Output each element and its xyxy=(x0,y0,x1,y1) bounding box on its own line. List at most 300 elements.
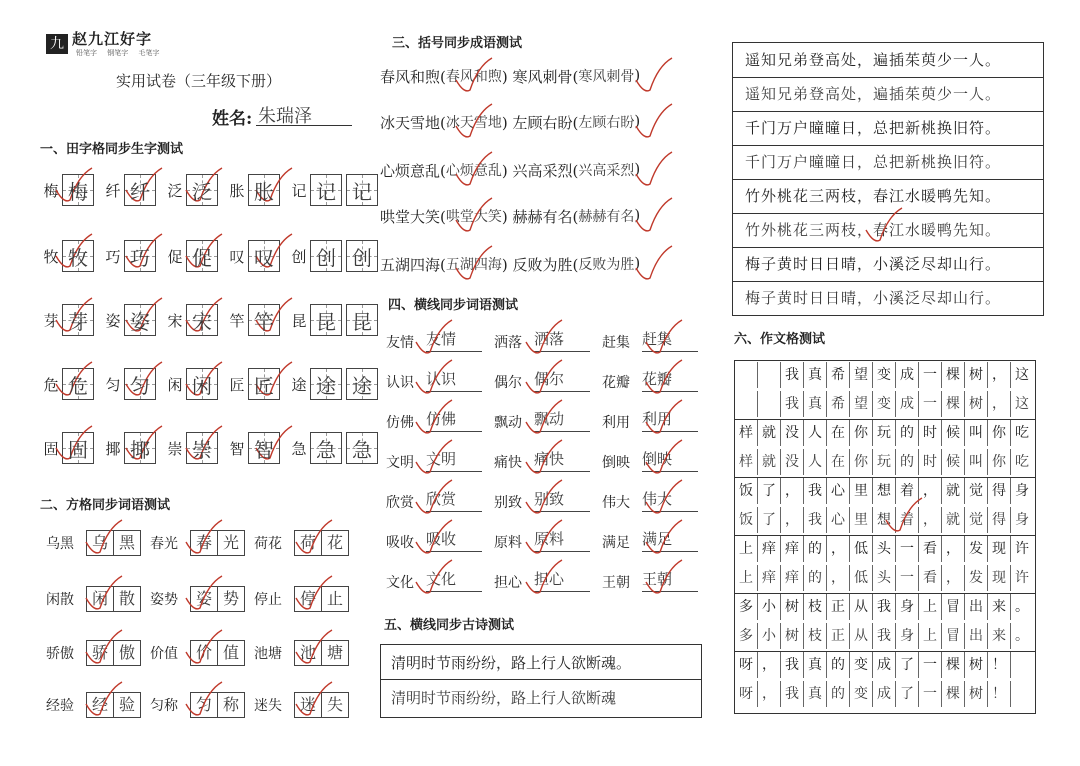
fangge-prompt: 荷花 xyxy=(254,536,282,552)
red-check-mark xyxy=(186,682,222,715)
composition-cell: 我 xyxy=(780,362,803,388)
composition-cell: 心 xyxy=(826,507,849,533)
composition-cell: 你 xyxy=(987,420,1010,446)
fangge-prompt: 骄傲 xyxy=(46,646,74,662)
kuohao-answer: 反败为胜 xyxy=(578,257,635,273)
composition-cell: 没 xyxy=(780,420,803,446)
hengxian-prompt: 原料 xyxy=(494,535,522,551)
tianzige-prompt: 闲 xyxy=(167,375,183,394)
tianzige-prompt: 匠 xyxy=(229,375,245,394)
red-check-mark xyxy=(296,630,332,663)
composition-cell: 我 xyxy=(803,478,826,504)
composition-cell: 头 xyxy=(872,536,895,562)
tianzige-written: 昆 xyxy=(316,309,336,334)
hengxian-answer: 吸收 xyxy=(426,527,482,552)
composition-cell: 吃 xyxy=(1010,420,1033,446)
red-check-mark xyxy=(526,320,562,353)
composition-cell: ！ xyxy=(987,681,1010,707)
composition-cell: 着 xyxy=(895,507,918,533)
tianzige-written: 危 xyxy=(68,373,88,398)
red-check-mark xyxy=(646,520,682,553)
hengxian-answer: 担心 xyxy=(534,567,590,592)
red-check-mark xyxy=(636,198,672,231)
composition-cell: 痒 xyxy=(780,565,803,591)
composition-cell: 树 xyxy=(964,362,987,388)
composition-cell: 一 xyxy=(918,681,941,707)
tianzige-written: 急 xyxy=(316,437,336,462)
hengxian-prompt: 利用 xyxy=(602,415,630,431)
hengxian-prompt: 友情 xyxy=(386,335,414,351)
red-check-mark xyxy=(456,104,492,137)
composition-cell: 许 xyxy=(1010,536,1033,562)
red-check-mark xyxy=(186,520,222,553)
red-check-mark xyxy=(296,682,332,715)
tianzige-written: 竿 xyxy=(254,309,274,334)
composition-cell: 里 xyxy=(849,478,872,504)
red-check-mark xyxy=(636,152,672,185)
fangge-cell: 骄 xyxy=(91,643,108,662)
hengxian-prompt: 痛快 xyxy=(494,455,522,471)
tianzige-prompt: 揶 xyxy=(105,439,121,458)
red-check-mark xyxy=(636,58,672,91)
composition-cell: ， xyxy=(826,565,849,591)
composition-cell: 低 xyxy=(849,565,872,591)
composition-cell: 一 xyxy=(895,565,918,591)
composition-cell: 时 xyxy=(918,449,941,475)
red-check-mark xyxy=(456,246,492,279)
fangge-prompt: 匀称 xyxy=(150,698,178,714)
hengxian-prompt: 仿佛 xyxy=(386,415,414,431)
composition-cell: 看 xyxy=(918,536,941,562)
fangge-cell: 势 xyxy=(217,587,244,611)
poem-written: 清明时节雨纷纷，路上行人欲断魂 xyxy=(391,689,617,707)
right-poem-printed: 千门万户曈曈日，总把新桃换旧符。 xyxy=(745,119,1002,137)
composition-cell: 一 xyxy=(918,362,941,388)
fangge-cell: 失 xyxy=(321,693,348,717)
fangge-prompt: 价值 xyxy=(150,646,178,662)
composition-cell: 发 xyxy=(964,565,987,591)
composition-cell: 棵 xyxy=(941,681,964,707)
composition-cell: 这 xyxy=(1010,362,1033,388)
kuohao-prompt: 五湖四海( xyxy=(380,256,446,274)
composition-cell: 小 xyxy=(757,623,780,649)
composition-cell: 呀 xyxy=(739,686,753,702)
composition-cell: 了 xyxy=(757,507,780,533)
composition-cell: 从 xyxy=(849,623,872,649)
kuohao-close: ) xyxy=(634,66,641,84)
section-5-title: 五、横线同步古诗测试 xyxy=(384,618,515,633)
composition-cell: 多 xyxy=(739,628,753,644)
kuohao-prompt: 哄堂大笑( xyxy=(380,208,446,226)
fangge-prompt: 池塘 xyxy=(254,646,282,662)
composition-cell: 头 xyxy=(872,565,895,591)
fangge-prompt: 乌黑 xyxy=(46,536,74,552)
composition-cell: 成 xyxy=(895,362,918,388)
composition-cell: 树 xyxy=(780,594,803,620)
fangge-cell: 止 xyxy=(321,587,348,611)
hengxian-prompt: 偶尔 xyxy=(494,375,522,391)
tianzige-prompt: 促 xyxy=(167,247,183,266)
hengxian-prompt: 满足 xyxy=(602,535,630,551)
red-check-mark xyxy=(416,320,452,353)
fangge-prompt: 姿势 xyxy=(150,592,178,608)
tianzige-written: 记 xyxy=(316,179,336,204)
composition-cell: 里 xyxy=(849,507,872,533)
tianzige-written: 揶 xyxy=(130,437,150,462)
red-check-mark xyxy=(416,400,452,433)
tianzige-prompt: 昆 xyxy=(291,311,307,330)
tianzige-prompt: 巧 xyxy=(105,247,121,266)
hengxian-answer: 王朝 xyxy=(642,567,698,592)
composition-cell: 树 xyxy=(780,623,803,649)
red-check-mark xyxy=(296,576,332,609)
composition-cell: 成 xyxy=(872,681,895,707)
kuohao-prompt: ) 左顾右盼( xyxy=(501,114,579,132)
composition-cell: 饭 xyxy=(739,483,753,499)
composition-cell: 棵 xyxy=(941,362,964,388)
composition-cell: 就 xyxy=(941,478,964,504)
fangge-cell: 经 xyxy=(91,695,108,714)
fangge-cell: 散 xyxy=(113,587,140,611)
red-check-mark xyxy=(416,440,452,473)
composition-cell: 的 xyxy=(826,681,849,707)
composition-cell: 身 xyxy=(895,594,918,620)
tianzige-written: 姿 xyxy=(130,309,150,334)
kuohao-prompt: ) 寒风刺骨( xyxy=(501,68,579,86)
red-check-mark xyxy=(886,498,922,531)
composition-cell: 一 xyxy=(918,652,941,678)
composition-cell: 我 xyxy=(872,623,895,649)
composition-cell: 一 xyxy=(918,391,941,417)
section-3-title: 三、括号同步成语测试 xyxy=(392,36,523,51)
tianzige-prompt: 叹 xyxy=(229,247,245,266)
kuohao-answer: 寒风刺骨 xyxy=(578,69,635,85)
red-check-mark xyxy=(526,360,562,393)
composition-cell: 看 xyxy=(918,565,941,591)
kuohao-prompt: ) 反败为胜( xyxy=(501,256,579,274)
composition-cell: 望 xyxy=(849,362,872,388)
composition-cell: 冒 xyxy=(941,594,964,620)
composition-cell: 你 xyxy=(987,449,1010,475)
hengxian-answer: 满足 xyxy=(642,527,698,552)
fangge-cell: 值 xyxy=(217,641,244,665)
red-check-mark xyxy=(636,246,672,279)
brand-logo: 九 xyxy=(46,34,68,54)
composition-cell: 低 xyxy=(849,536,872,562)
composition-cell: 望 xyxy=(849,391,872,417)
composition-cell: 在 xyxy=(826,420,849,446)
composition-cell: 出 xyxy=(964,594,987,620)
composition-cell: 。 xyxy=(1010,623,1033,649)
composition-cell: 觉 xyxy=(964,478,987,504)
tianzige-written: 泛 xyxy=(192,179,212,204)
tianzige-prompt: 匀 xyxy=(105,375,121,394)
fangge-cell: 迷 xyxy=(299,695,316,714)
composition-cell: 的 xyxy=(895,449,918,475)
composition-cell: 想 xyxy=(872,507,895,533)
tianzige-written: 胀 xyxy=(254,179,274,204)
red-check-mark xyxy=(456,152,492,185)
fangge-cell: 傲 xyxy=(113,641,140,665)
fangge-prompt: 春光 xyxy=(150,536,178,552)
fangge-cell: 停 xyxy=(299,589,316,608)
tianzige-prompt: 记 xyxy=(291,181,307,200)
brand-subtitle: 铅笔字 钢笔字 毛笔字 xyxy=(76,49,160,57)
hengxian-answer: 友情 xyxy=(426,327,482,352)
composition-cell: 现 xyxy=(987,536,1010,562)
hengxian-answer: 别致 xyxy=(534,487,590,512)
hengxian-answer: 文化 xyxy=(426,567,482,592)
composition-cell: 树 xyxy=(964,681,987,707)
composition-cell: 人 xyxy=(803,449,826,475)
composition-cell: 身 xyxy=(895,623,918,649)
red-check-mark xyxy=(646,560,682,593)
composition-cell: 我 xyxy=(803,507,826,533)
red-check-mark xyxy=(416,520,452,553)
composition-cell: 的 xyxy=(803,536,826,562)
fangge-prompt: 迷失 xyxy=(254,698,282,714)
hengxian-prompt: 倒映 xyxy=(602,455,630,471)
composition-cell: 玩 xyxy=(872,449,895,475)
red-check-mark xyxy=(86,520,122,553)
kuohao-answer: 兴高采烈 xyxy=(578,163,635,179)
hengxian-prompt: 别致 xyxy=(494,495,522,511)
composition-cell: 我 xyxy=(780,681,803,707)
kuohao-close: ) xyxy=(634,254,641,272)
red-check-mark xyxy=(456,198,492,231)
tianzige-written: 创 xyxy=(352,245,372,270)
red-check-mark xyxy=(86,576,122,609)
red-check-mark xyxy=(186,576,222,609)
fangge-prompt: 闲散 xyxy=(46,592,74,608)
red-check-mark xyxy=(186,630,222,663)
tianzige-prompt: 梅 xyxy=(43,181,59,200)
tianzige-prompt: 牧 xyxy=(43,247,59,266)
composition-cell: ！ xyxy=(987,652,1010,678)
composition-cell: 的 xyxy=(826,652,849,678)
fangge-cell: 光 xyxy=(217,531,244,555)
composition-cell: 身 xyxy=(1010,478,1033,504)
tianzige-prompt: 宋 xyxy=(167,311,183,330)
composition-cell: ， xyxy=(987,391,1010,417)
hengxian-answer: 痛快 xyxy=(534,447,590,472)
composition-cell: 发 xyxy=(964,536,987,562)
red-check-mark xyxy=(646,400,682,433)
composition-cell: 棵 xyxy=(941,391,964,417)
composition-cell: 正 xyxy=(826,594,849,620)
tianzige-prompt: 急 xyxy=(291,439,307,458)
hengxian-prompt: 赶集 xyxy=(602,335,630,351)
composition-cell: ， xyxy=(987,362,1010,388)
composition-cell: 候 xyxy=(941,420,964,446)
hengxian-prompt: 伟大 xyxy=(602,495,630,511)
tianzige-prompt: 崇 xyxy=(167,439,183,458)
composition-cell: 出 xyxy=(964,623,987,649)
composition-cell: 叫 xyxy=(964,449,987,475)
composition-cell: 枝 xyxy=(803,623,826,649)
kuohao-answer: 赫赫有名 xyxy=(578,209,635,225)
kuohao-answer: 左顾右盼 xyxy=(578,115,635,131)
tianzige-prompt: 纤 xyxy=(105,181,121,200)
composition-cell: 多 xyxy=(739,599,753,615)
tianzige-written: 宋 xyxy=(192,309,212,334)
hengxian-answer: 认识 xyxy=(426,367,482,392)
tianzige-written: 急 xyxy=(352,437,372,462)
fangge-cell: 称 xyxy=(217,693,244,717)
composition-cell: 树 xyxy=(964,652,987,678)
kuohao-prompt: 冰天雪地( xyxy=(380,114,446,132)
composition-cell: 玩 xyxy=(872,420,895,446)
kuohao-answer: 春风和煦 xyxy=(445,69,502,85)
kuohao-prompt: 心烦意乱( xyxy=(380,162,446,180)
hengxian-answer: 利用 xyxy=(642,407,698,432)
composition-cell: 冒 xyxy=(941,623,964,649)
composition-cell: 就 xyxy=(941,507,964,533)
composition-cell: 了 xyxy=(895,681,918,707)
composition-cell: ， xyxy=(941,565,964,591)
kuohao-answer: 五湖四海 xyxy=(445,257,502,273)
right-poem-written: 梅子黄时日日晴，小溪泛尽却山行。 xyxy=(745,289,1002,307)
red-check-mark xyxy=(526,440,562,473)
tianzige-prompt: 姿 xyxy=(105,311,121,330)
fangge-prompt: 停止 xyxy=(254,592,282,608)
composition-cell: 饭 xyxy=(739,512,753,528)
tianzige-written: 闲 xyxy=(192,373,212,398)
kuohao-answer: 哄堂大笑 xyxy=(445,209,502,225)
composition-cell: 痒 xyxy=(757,565,780,591)
composition-cell: 吃 xyxy=(1010,449,1033,475)
red-check-mark xyxy=(526,480,562,513)
tianzige-written: 创 xyxy=(316,245,336,270)
tianzige-written: 记 xyxy=(352,179,372,204)
composition-cell: 上 xyxy=(739,570,753,586)
tianzige-prompt: 竿 xyxy=(229,311,245,330)
tianzige-written: 固 xyxy=(68,437,88,462)
tianzige-written: 智 xyxy=(254,437,274,462)
section-2-title: 二、方格同步词语测试 xyxy=(40,498,171,513)
tianzige-prompt: 智 xyxy=(229,439,245,458)
tianzige-written: 梅 xyxy=(68,179,88,204)
composition-cell: 许 xyxy=(1010,565,1033,591)
red-check-mark xyxy=(866,208,902,241)
composition-cell: 变 xyxy=(849,652,872,678)
tianzige-written: 巧 xyxy=(130,245,150,270)
right-poem-printed: 竹外桃花三两枝，春江水暖鸭先知。 xyxy=(745,187,1002,205)
tianzige-written: 匀 xyxy=(130,373,150,398)
composition-cell: 一 xyxy=(895,536,918,562)
composition-cell: 痒 xyxy=(757,536,780,562)
right-poem-written: 千门万户曈曈日，总把新桃换旧符。 xyxy=(745,153,1002,171)
composition-cell: 棵 xyxy=(941,652,964,678)
composition-cell: 我 xyxy=(780,391,803,417)
composition-cell: 没 xyxy=(780,449,803,475)
red-check-mark xyxy=(526,520,562,553)
composition-cell: 在 xyxy=(826,449,849,475)
fangge-cell: 乌 xyxy=(91,533,108,552)
composition-cell: 得 xyxy=(987,507,1010,533)
composition-cell: 真 xyxy=(803,391,826,417)
hengxian-prompt: 文化 xyxy=(386,575,414,591)
composition-cell: ， xyxy=(780,507,803,533)
kuohao-answer: 心烦意乱 xyxy=(445,163,502,179)
kuohao-prompt: ) 赫赫有名( xyxy=(501,208,579,226)
composition-cell: 我 xyxy=(872,594,895,620)
red-check-mark xyxy=(416,480,452,513)
brand-name: 赵九江好字 xyxy=(72,30,153,48)
hengxian-answer: 花瓣 xyxy=(642,367,698,392)
section-6-title: 六、作文格测试 xyxy=(734,332,826,347)
composition-cell: 觉 xyxy=(964,507,987,533)
hengxian-answer: 原料 xyxy=(534,527,590,552)
composition-cell: 成 xyxy=(872,652,895,678)
section-1-title: 一、田字格同步生字测试 xyxy=(40,142,184,157)
composition-cell: 从 xyxy=(849,594,872,620)
hengxian-answer: 飘动 xyxy=(534,407,590,432)
fangge-prompt: 经验 xyxy=(46,698,74,714)
composition-cell: 上 xyxy=(918,623,941,649)
red-check-mark xyxy=(86,630,122,663)
section-4-title: 四、横线同步词语测试 xyxy=(388,298,519,313)
fangge-cell: 春 xyxy=(195,533,212,552)
hengxian-answer: 偶尔 xyxy=(534,367,590,392)
right-poem-written: 竹外桃花三两枝，春江水暖鸭先知。 xyxy=(745,221,1002,239)
composition-cell: 希 xyxy=(826,362,849,388)
composition-cell: 正 xyxy=(826,623,849,649)
composition-cell: 人 xyxy=(803,420,826,446)
composition-cell: 树 xyxy=(964,391,987,417)
composition-cell: 样 xyxy=(739,454,753,470)
red-check-mark xyxy=(296,520,332,553)
fangge-cell: 黑 xyxy=(113,531,140,555)
composition-cell: 想 xyxy=(872,478,895,504)
tianzige-written: 促 xyxy=(192,245,212,270)
tianzige-written: 牧 xyxy=(68,245,88,270)
fangge-cell: 闲 xyxy=(91,589,108,608)
hengxian-answer: 赶集 xyxy=(642,327,698,352)
composition-cell: ， xyxy=(826,536,849,562)
composition-cell: 时 xyxy=(918,420,941,446)
red-check-mark xyxy=(86,682,122,715)
composition-cell: 来 xyxy=(987,623,1010,649)
tianzige-prompt: 泛 xyxy=(167,181,183,200)
composition-cell: ， xyxy=(941,536,964,562)
hengxian-answer: 伟大 xyxy=(642,487,698,512)
kuohao-prompt: 春风和煦( xyxy=(380,68,446,86)
tianzige-prompt: 创 xyxy=(291,247,307,266)
composition-cell: 就 xyxy=(757,449,780,475)
composition-cell: 现 xyxy=(987,565,1010,591)
composition-cell: 真 xyxy=(803,652,826,678)
composition-cell: ， xyxy=(757,681,780,707)
composition-cell: ， xyxy=(918,507,941,533)
hengxian-prompt: 花瓣 xyxy=(602,375,630,391)
hengxian-prompt: 文明 xyxy=(386,455,414,471)
composition-cell: 的 xyxy=(803,565,826,591)
right-poem-printed: 梅子黄时日日晴，小溪泛尽却山行。 xyxy=(745,255,1002,273)
composition-cell: 你 xyxy=(849,449,872,475)
fangge-cell: 塘 xyxy=(321,641,348,665)
name-label: 姓名: xyxy=(212,109,253,129)
poem-printed: 清明时节雨纷纷，路上行人欲断魂。 xyxy=(391,654,632,672)
tianzige-written: 途 xyxy=(316,373,336,398)
hengxian-answer: 文明 xyxy=(426,447,482,472)
fangge-cell: 验 xyxy=(113,693,140,717)
kuohao-close: ) xyxy=(634,160,641,178)
composition-cell: 希 xyxy=(826,391,849,417)
composition-cell: 真 xyxy=(803,362,826,388)
composition-cell: 得 xyxy=(987,478,1010,504)
red-check-mark xyxy=(526,400,562,433)
